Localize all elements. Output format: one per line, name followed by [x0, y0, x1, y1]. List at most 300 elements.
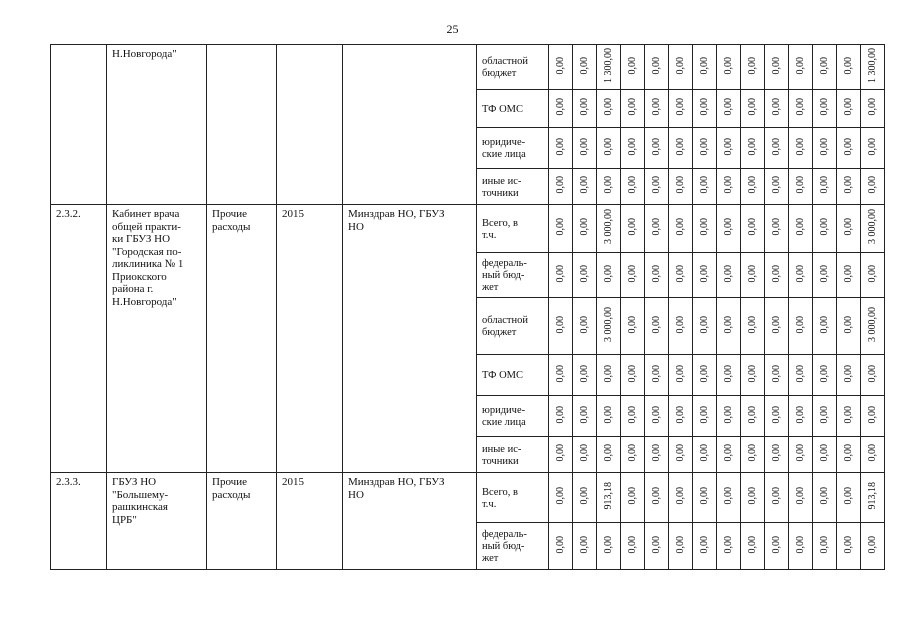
value-text: 0,00	[627, 405, 638, 423]
value-text: 0,00	[699, 98, 710, 116]
expense-type: Прочие расходы	[207, 205, 277, 473]
value-cell	[765, 205, 789, 253]
item-code	[51, 45, 107, 205]
value-cell	[597, 298, 621, 355]
value-text: 0,00	[723, 137, 734, 155]
value-cell	[717, 437, 741, 473]
value-text: 0,00	[747, 218, 758, 236]
value-text: 0,00	[819, 444, 830, 462]
value-text: 3 000,00	[867, 306, 878, 342]
value-text: 0,00	[747, 264, 758, 282]
value-cell	[549, 90, 573, 128]
value-text: 0,00	[771, 444, 782, 462]
value-text: 0,00	[675, 444, 686, 462]
value-text: 0,00	[747, 98, 758, 116]
value-cell	[813, 473, 837, 523]
value-text: 0,00	[843, 315, 854, 333]
value-text: 0,00	[603, 264, 614, 282]
value-cell	[549, 355, 573, 396]
value-cell	[813, 45, 837, 90]
value-text: 0,00	[723, 444, 734, 462]
value-cell	[621, 396, 645, 437]
value-cell	[669, 437, 693, 473]
value-cell	[573, 473, 597, 523]
value-cell	[861, 205, 885, 253]
value-text: 0,00	[675, 218, 686, 236]
funding-source: федераль- ный бюд- жет	[477, 523, 549, 570]
value-text: 0,00	[771, 176, 782, 194]
value-cell	[789, 523, 813, 570]
value-cell	[837, 473, 861, 523]
value-cell	[861, 45, 885, 90]
value-cell	[837, 437, 861, 473]
value-cell	[789, 298, 813, 355]
value-cell	[597, 355, 621, 396]
value-text: 0,00	[675, 176, 686, 194]
value-text: 0,00	[699, 264, 710, 282]
item-code: 2.3.3.	[51, 473, 107, 570]
value-cell	[597, 128, 621, 169]
value-cell	[549, 45, 573, 90]
value-text: 0,00	[795, 264, 806, 282]
value-text: 0,00	[555, 444, 566, 462]
value-cell	[573, 298, 597, 355]
value-text: 0,00	[747, 315, 758, 333]
item-name: Кабинет врача общей практи- ки ГБУЗ НО "Городская по- ликлиника № 1 Приокского района г. Н.Новгорода"	[107, 205, 207, 473]
value-text: 0,00	[603, 176, 614, 194]
value-text: 0,00	[579, 487, 590, 505]
value-cell	[693, 437, 717, 473]
value-text: 0,00	[627, 218, 638, 236]
value-text: 0,00	[579, 405, 590, 423]
value-text: 0,00	[555, 535, 566, 553]
value-text: 0,00	[747, 405, 758, 423]
table-row	[51, 473, 885, 523]
value-cell	[837, 523, 861, 570]
value-cell	[693, 523, 717, 570]
executor: Минздрав НО, ГБУЗ НО	[343, 205, 477, 473]
value-cell	[597, 523, 621, 570]
value-text: 0,00	[675, 315, 686, 333]
value-cell	[837, 45, 861, 90]
value-cell	[573, 45, 597, 90]
value-cell	[621, 205, 645, 253]
value-text: 0,00	[843, 218, 854, 236]
value-cell	[549, 128, 573, 169]
value-cell	[741, 396, 765, 437]
value-cell	[645, 128, 669, 169]
value-cell	[789, 355, 813, 396]
value-text: 0,00	[579, 264, 590, 282]
year: 2015	[277, 473, 343, 570]
funding-source: юридиче- ские лица	[477, 396, 549, 437]
item-name: Н.Новгорода"	[107, 45, 207, 205]
value-text: 0,00	[771, 98, 782, 116]
value-cell	[837, 128, 861, 169]
value-text: 0,00	[651, 176, 662, 194]
value-cell	[741, 437, 765, 473]
value-cell	[717, 90, 741, 128]
value-cell	[621, 355, 645, 396]
value-text: 0,00	[843, 364, 854, 382]
value-text: 0,00	[867, 444, 878, 462]
value-text: 1 300,00	[603, 47, 614, 83]
funding-source: федераль- ный бюд- жет	[477, 253, 549, 298]
value-text: 0,00	[867, 405, 878, 423]
value-text: 0,00	[603, 444, 614, 462]
value-text: 0,00	[579, 535, 590, 553]
funding-source: ТФ ОМС	[477, 90, 549, 128]
value-text: 0,00	[843, 176, 854, 194]
value-cell	[669, 45, 693, 90]
value-cell	[573, 128, 597, 169]
value-cell	[765, 298, 789, 355]
value-cell	[549, 205, 573, 253]
value-cell	[693, 90, 717, 128]
value-text: 0,00	[699, 56, 710, 74]
value-text: 0,00	[555, 364, 566, 382]
value-text: 0,00	[651, 364, 662, 382]
value-cell	[669, 298, 693, 355]
value-cell	[717, 205, 741, 253]
value-cell	[621, 90, 645, 128]
year: 2015	[277, 205, 343, 473]
funding-source: Всего, в т.ч.	[477, 473, 549, 523]
value-text: 0,00	[771, 315, 782, 333]
value-text: 0,00	[819, 56, 830, 74]
value-cell	[813, 169, 837, 205]
value-text: 0,00	[867, 98, 878, 116]
value-text: 0,00	[771, 56, 782, 74]
value-cell	[645, 437, 669, 473]
value-text: 0,00	[747, 137, 758, 155]
value-cell	[573, 169, 597, 205]
value-text: 0,00	[603, 137, 614, 155]
value-text: 0,00	[843, 487, 854, 505]
value-text: 0,00	[675, 56, 686, 74]
value-cell	[549, 437, 573, 473]
value-text: 0,00	[675, 405, 686, 423]
value-cell	[717, 169, 741, 205]
value-cell	[621, 253, 645, 298]
value-cell	[813, 355, 837, 396]
value-text: 0,00	[555, 56, 566, 74]
value-cell	[693, 396, 717, 437]
funding-source: Всего, в т.ч.	[477, 205, 549, 253]
value-text: 0,00	[675, 264, 686, 282]
value-cell	[837, 355, 861, 396]
funding-source: областной бюджет	[477, 45, 549, 90]
value-text: 0,00	[723, 98, 734, 116]
funding-source: ТФ ОМС	[477, 355, 549, 396]
value-cell	[645, 396, 669, 437]
value-cell	[669, 169, 693, 205]
value-cell	[573, 90, 597, 128]
value-text: 0,00	[651, 535, 662, 553]
value-text: 0,00	[651, 405, 662, 423]
value-text: 0,00	[747, 176, 758, 194]
value-cell	[717, 128, 741, 169]
value-cell	[813, 298, 837, 355]
value-cell	[597, 253, 621, 298]
value-cell	[765, 473, 789, 523]
value-text: 0,00	[579, 315, 590, 333]
value-cell	[693, 253, 717, 298]
value-text: 0,00	[723, 176, 734, 194]
executor	[343, 45, 477, 205]
value-text: 0,00	[627, 264, 638, 282]
value-text: 0,00	[675, 98, 686, 116]
value-cell	[813, 437, 837, 473]
value-text: 0,00	[699, 444, 710, 462]
value-text: 0,00	[627, 98, 638, 116]
value-cell	[621, 523, 645, 570]
value-cell	[765, 355, 789, 396]
value-cell	[861, 169, 885, 205]
value-text: 0,00	[579, 56, 590, 74]
value-cell	[789, 473, 813, 523]
value-text: 0,00	[675, 137, 686, 155]
value-text: 0,00	[627, 444, 638, 462]
value-cell	[741, 169, 765, 205]
expense-type: Прочие расходы	[207, 473, 277, 570]
value-text: 0,00	[579, 137, 590, 155]
budget-table	[50, 44, 885, 570]
value-text: 0,00	[675, 364, 686, 382]
value-text: 0,00	[819, 137, 830, 155]
expense-type	[207, 45, 277, 205]
value-text: 913,18	[603, 482, 614, 510]
value-text: 0,00	[651, 315, 662, 333]
value-text: 0,00	[651, 444, 662, 462]
value-text: 0,00	[603, 535, 614, 553]
value-cell	[621, 45, 645, 90]
value-text: 0,00	[867, 137, 878, 155]
value-text: 0,00	[795, 444, 806, 462]
value-text: 0,00	[867, 535, 878, 553]
value-text: 1 300,00	[867, 47, 878, 83]
value-cell	[741, 473, 765, 523]
table-row	[51, 205, 885, 253]
value-cell	[765, 128, 789, 169]
value-text: 0,00	[699, 315, 710, 333]
value-cell	[837, 90, 861, 128]
value-text: 0,00	[819, 315, 830, 333]
value-cell	[861, 253, 885, 298]
value-cell	[789, 169, 813, 205]
value-cell	[549, 298, 573, 355]
value-text: 0,00	[747, 444, 758, 462]
value-cell	[717, 298, 741, 355]
value-cell	[621, 298, 645, 355]
value-text: 0,00	[795, 364, 806, 382]
value-cell	[573, 355, 597, 396]
table-row	[51, 45, 885, 90]
value-text: 0,00	[675, 487, 686, 505]
value-cell	[765, 90, 789, 128]
value-cell	[837, 253, 861, 298]
value-text: 0,00	[651, 137, 662, 155]
value-text: 0,00	[867, 176, 878, 194]
value-text: 0,00	[771, 487, 782, 505]
value-text: 0,00	[555, 218, 566, 236]
funding-source: областной бюджет	[477, 298, 549, 355]
value-cell	[597, 396, 621, 437]
funding-source: иные ис- точники	[477, 437, 549, 473]
page-number: 25	[446, 22, 459, 36]
value-text: 0,00	[627, 487, 638, 505]
value-text: 0,00	[843, 137, 854, 155]
item-code: 2.3.2.	[51, 205, 107, 473]
value-text: 0,00	[651, 98, 662, 116]
value-text: 0,00	[651, 264, 662, 282]
value-text: 3 000,00	[603, 306, 614, 342]
value-cell	[645, 45, 669, 90]
value-cell	[669, 205, 693, 253]
value-text: 0,00	[795, 98, 806, 116]
value-text: 0,00	[723, 535, 734, 553]
value-text: 0,00	[843, 535, 854, 553]
value-cell	[597, 169, 621, 205]
value-cell	[789, 396, 813, 437]
value-cell	[693, 355, 717, 396]
value-cell	[693, 473, 717, 523]
value-text: 0,00	[699, 405, 710, 423]
value-text: 0,00	[555, 487, 566, 505]
value-cell	[621, 169, 645, 205]
value-text: 0,00	[819, 264, 830, 282]
value-cell	[645, 298, 669, 355]
value-text: 0,00	[603, 405, 614, 423]
value-cell	[693, 169, 717, 205]
value-cell	[717, 523, 741, 570]
value-cell	[669, 128, 693, 169]
value-cell	[813, 205, 837, 253]
value-text: 0,00	[555, 315, 566, 333]
value-cell	[549, 473, 573, 523]
value-text: 0,00	[795, 218, 806, 236]
value-cell	[717, 253, 741, 298]
value-cell	[645, 169, 669, 205]
value-cell	[645, 90, 669, 128]
value-text: 0,00	[675, 535, 686, 553]
value-cell	[549, 253, 573, 298]
value-cell	[573, 437, 597, 473]
value-text: 0,00	[579, 98, 590, 116]
value-cell	[789, 205, 813, 253]
value-cell	[813, 396, 837, 437]
value-text: 0,00	[579, 364, 590, 382]
funding-source: иные ис- точники	[477, 169, 549, 205]
value-text: 0,00	[795, 315, 806, 333]
year	[277, 45, 343, 205]
value-text: 0,00	[627, 176, 638, 194]
value-text: 0,00	[627, 535, 638, 553]
value-text: 0,00	[843, 264, 854, 282]
value-cell	[597, 45, 621, 90]
value-cell	[765, 437, 789, 473]
value-text: 0,00	[699, 535, 710, 553]
value-cell	[741, 205, 765, 253]
value-cell	[861, 298, 885, 355]
value-cell	[597, 205, 621, 253]
value-text: 0,00	[795, 535, 806, 553]
value-text: 0,00	[555, 405, 566, 423]
value-cell	[717, 396, 741, 437]
value-text: 0,00	[555, 176, 566, 194]
value-text: 0,00	[603, 98, 614, 116]
value-text: 0,00	[771, 218, 782, 236]
value-cell	[669, 355, 693, 396]
value-cell	[597, 437, 621, 473]
value-cell	[765, 45, 789, 90]
value-text: 0,00	[651, 218, 662, 236]
value-text: 3 000,00	[867, 209, 878, 245]
value-text: 0,00	[555, 137, 566, 155]
value-cell	[717, 473, 741, 523]
value-text: 0,00	[627, 315, 638, 333]
value-text: 0,00	[627, 56, 638, 74]
value-text: 0,00	[747, 364, 758, 382]
value-text: 0,00	[747, 535, 758, 553]
value-cell	[621, 473, 645, 523]
value-cell	[861, 128, 885, 169]
value-cell	[741, 523, 765, 570]
value-cell	[741, 90, 765, 128]
value-cell	[669, 473, 693, 523]
value-cell	[741, 298, 765, 355]
executor: Минздрав НО, ГБУЗ НО	[343, 473, 477, 570]
value-text: 0,00	[795, 56, 806, 74]
value-text: 0,00	[699, 487, 710, 505]
value-text: 0,00	[795, 487, 806, 505]
value-cell	[645, 523, 669, 570]
value-text: 0,00	[699, 218, 710, 236]
value-text: 0,00	[579, 218, 590, 236]
value-text: 0,00	[699, 137, 710, 155]
value-text: 0,00	[819, 405, 830, 423]
value-cell	[573, 253, 597, 298]
value-cell	[645, 205, 669, 253]
value-text: 0,00	[747, 56, 758, 74]
value-text: 0,00	[579, 176, 590, 194]
value-cell	[813, 90, 837, 128]
value-text: 0,00	[723, 56, 734, 74]
value-text: 0,00	[819, 176, 830, 194]
value-cell	[861, 396, 885, 437]
value-text: 0,00	[843, 98, 854, 116]
value-text: 0,00	[651, 56, 662, 74]
value-text: 0,00	[603, 364, 614, 382]
value-cell	[837, 298, 861, 355]
value-text: 0,00	[771, 405, 782, 423]
value-text: 0,00	[771, 264, 782, 282]
value-cell	[669, 253, 693, 298]
value-text: 0,00	[723, 364, 734, 382]
value-cell	[765, 169, 789, 205]
value-text: 0,00	[579, 444, 590, 462]
value-cell	[573, 205, 597, 253]
value-cell	[861, 473, 885, 523]
value-text: 0,00	[843, 56, 854, 74]
value-cell	[861, 437, 885, 473]
value-text: 0,00	[771, 535, 782, 553]
value-cell	[597, 90, 621, 128]
value-text: 0,00	[843, 444, 854, 462]
value-cell	[837, 205, 861, 253]
value-cell	[861, 355, 885, 396]
value-text: 0,00	[819, 364, 830, 382]
